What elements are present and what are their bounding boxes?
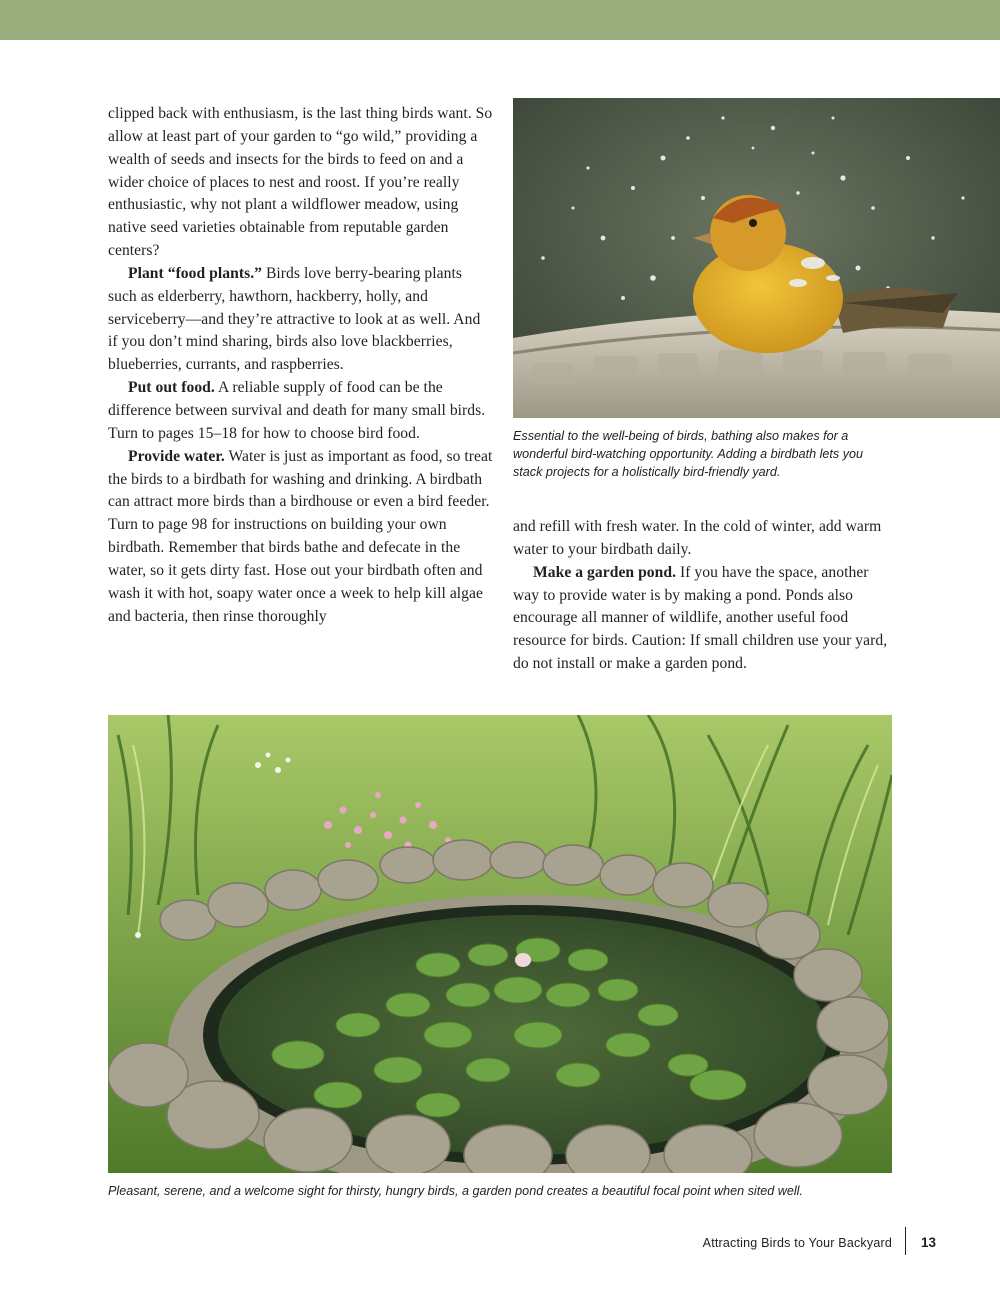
run-in-head-food-plants: Plant “food plants.”: [128, 264, 263, 282]
right-text-column: [513, 516, 898, 676]
paragraph-food-plants-body: Birds love berry-bearing plants such as elderberry, hawthorn, hackberry, holly, and serviceberry—and they’re attractive to look at as well. And if you don’t mind sharing, birds also love blackberries, blueberries, currants, and raspberries.: [108, 264, 481, 374]
run-in-head-put-out-food: Put out food.: [128, 379, 215, 397]
paragraph-provide-water-body: Water is just as important as food, so treat the birds to a birdbath for washing and drinking. A birdbath can attract more birds than a birdhouse or even a bird feeder. Turn to page 98 for instructions on building your own birdbath. Remember that birds bathe and defecate in the water, so it gets dirty fast. Hose out your birdbath often and wash it with hot, soapy water once a week to help kill algae and bacteria, then rinse thoroughly: [108, 447, 493, 625]
paragraph-put-out-food-body: A reliable supply of food can be the difference between survival and death for many small birds. Turn to pages 15–18 for how to choose bird food.: [108, 379, 486, 442]
paragraph-provide-water: [108, 446, 493, 629]
paragraph-refill-water: and refill with fresh water. In the cold of winter, add warm water to your birdbath daily.: [513, 518, 882, 558]
paragraph-garden-pond-body: If you have the space, another way to provide water is by making a pond. Ponds also encourage all manner of wildlife, another useful food resource for birds. Caution: If small children use your yard, do not install or make a garden pond.: [513, 563, 888, 673]
run-in-head-garden-pond: Make a garden pond.: [533, 563, 677, 581]
bird-photo-caption: Essential to the well-being of birds, bathing also makes for a wonderful bird-watching opportunity. Adding a birdbath lets you stack projects for a holistically bird-friendly yard.: [513, 429, 864, 479]
header-band: [0, 0, 1000, 40]
paragraph-food-plants: [108, 263, 493, 377]
paragraph-go-wild: clipped back with enthusiasm, is the last thing birds want. So allow at least part of your garden to “go wild,” providing a wealth of seeds and insects for the birds to feed on and a wider choice of places to nest and roost. If you’re really enthusiastic, why not plant a wildflower meadow, using native seed varieties obtainable from reputable garden centers?: [108, 105, 493, 260]
running-footer-title: Attracting Birds to Your Backyard: [702, 1236, 892, 1250]
bird-bathing-photo: [513, 98, 1000, 418]
footer-divider: [905, 1227, 906, 1255]
paragraph-put-out-food: [108, 377, 493, 446]
run-in-head-provide-water: Provide water.: [128, 447, 225, 465]
left-text-column: [108, 103, 493, 628]
page-number: 13: [921, 1235, 937, 1250]
garden-pond-photo: [108, 715, 892, 1173]
pond-photo-caption: Pleasant, serene, and a welcome sight for thirsty, hungry birds, a garden pond creates a beautiful focal point when sited well.: [108, 1184, 803, 1198]
paragraph-garden-pond: [513, 562, 898, 676]
